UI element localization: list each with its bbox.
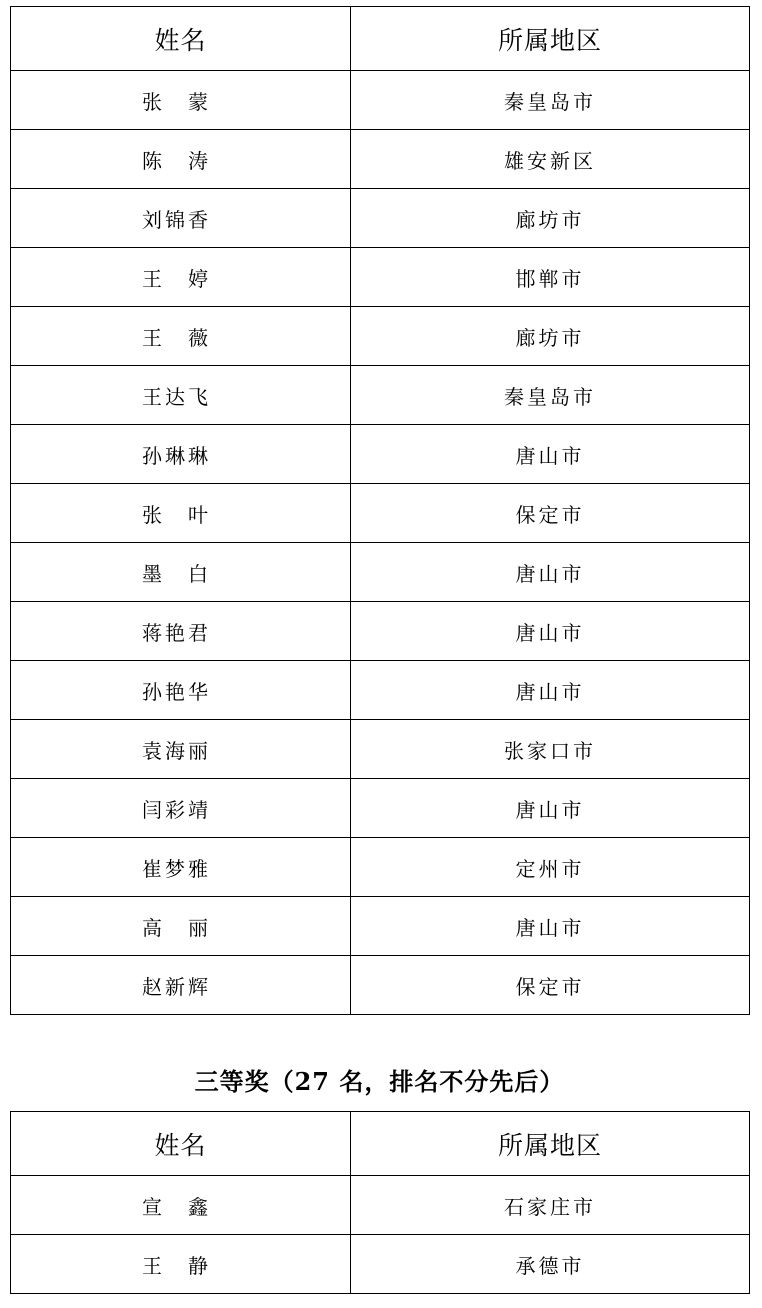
table-row	[11, 307, 750, 366]
section-title-third-prize: 三等奖（27 名，排名不分先后）	[194, 1067, 565, 1096]
name-cell: 墨 白	[11, 543, 351, 602]
table-row	[11, 425, 750, 484]
table-row	[11, 838, 750, 897]
region-cell: 保定市	[351, 956, 750, 1015]
region-cell: 唐山市	[351, 897, 750, 956]
table-row	[11, 720, 750, 779]
name-cell: 蒋艳君	[11, 602, 351, 661]
name-cell: 闫彩靖	[11, 779, 351, 838]
table-row	[11, 189, 750, 248]
table-row	[11, 779, 750, 838]
region-cell: 廊坊市	[351, 189, 750, 248]
region-cell: 邯郸市	[351, 248, 750, 307]
header-name: 姓名	[11, 1112, 351, 1176]
table-row	[11, 248, 750, 307]
table-row	[11, 71, 750, 130]
name-cell: 赵新辉	[11, 956, 351, 1015]
name-cell: 刘锦香	[11, 189, 351, 248]
table-header-row	[11, 1112, 750, 1176]
name-cell: 高 丽	[11, 897, 351, 956]
region-cell: 保定市	[351, 484, 750, 543]
name-cell: 陈 涛	[11, 130, 351, 189]
region-cell: 唐山市	[351, 425, 750, 484]
region-cell: 唐山市	[351, 543, 750, 602]
header-region: 所属地区	[351, 7, 750, 71]
region-cell: 唐山市	[351, 602, 750, 661]
table-row	[11, 602, 750, 661]
name-cell: 孙琳琳	[11, 425, 351, 484]
table-row	[11, 897, 750, 956]
table-row	[11, 1235, 750, 1294]
name-cell: 王达飞	[11, 366, 351, 425]
region-cell: 张家口市	[351, 720, 750, 779]
name-cell: 王 静	[11, 1235, 351, 1294]
winners-table-third-prize	[10, 1111, 750, 1294]
name-cell: 张 叶	[11, 484, 351, 543]
region-cell: 秦皇岛市	[351, 366, 750, 425]
table-row	[11, 1176, 750, 1235]
name-cell: 宣 鑫	[11, 1176, 351, 1235]
name-cell: 王 薇	[11, 307, 351, 366]
winners-table-second-prize	[10, 6, 750, 1015]
table-header-row	[11, 7, 750, 71]
table-row	[11, 130, 750, 189]
table-row	[11, 484, 750, 543]
region-cell: 唐山市	[351, 661, 750, 720]
name-cell: 崔梦雅	[11, 838, 351, 897]
region-cell: 唐山市	[351, 779, 750, 838]
region-cell: 秦皇岛市	[351, 71, 750, 130]
name-cell: 王 婷	[11, 248, 351, 307]
table-row	[11, 543, 750, 602]
region-cell: 廊坊市	[351, 307, 750, 366]
region-cell: 雄安新区	[351, 130, 750, 189]
table-row	[11, 956, 750, 1015]
header-region: 所属地区	[351, 1112, 750, 1176]
name-cell: 袁海丽	[11, 720, 351, 779]
region-cell: 承德市	[351, 1235, 750, 1294]
table-row	[11, 366, 750, 425]
name-cell: 张 蒙	[11, 71, 351, 130]
region-cell: 定州市	[351, 838, 750, 897]
header-name: 姓名	[11, 7, 351, 71]
name-cell: 孙艳华	[11, 661, 351, 720]
table-row	[11, 661, 750, 720]
region-cell: 石家庄市	[351, 1176, 750, 1235]
